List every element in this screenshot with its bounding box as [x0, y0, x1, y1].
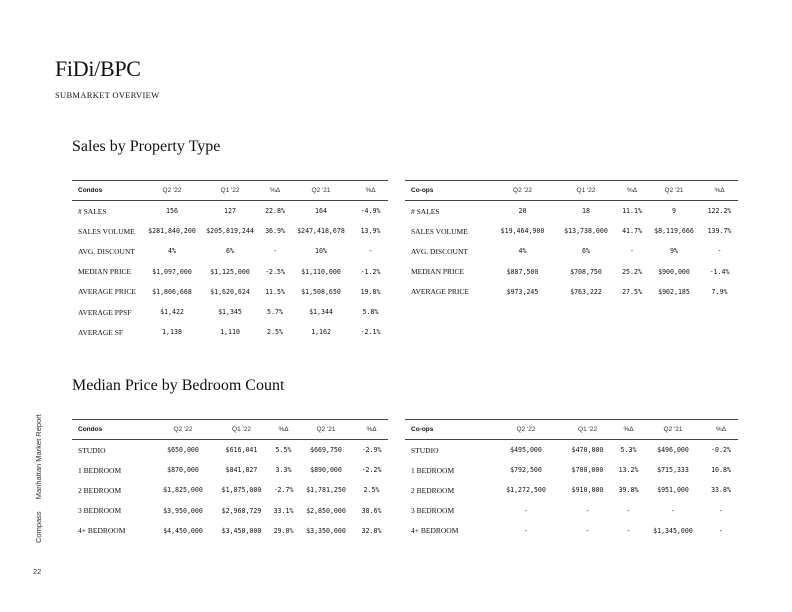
table-row	[72, 201, 388, 222]
table-cell: 10%	[315, 247, 327, 256]
column-header: %Δ	[270, 420, 297, 440]
table-cell: -	[368, 247, 373, 256]
column-header: Condos	[72, 420, 153, 440]
table-cell: -	[671, 506, 675, 515]
column-header: %Δ	[615, 420, 642, 440]
table-cell: -	[630, 247, 634, 256]
table-cell: $2,968,729	[221, 506, 262, 515]
bedroom-condos-table	[72, 419, 388, 541]
table-cell: $700,000	[571, 466, 604, 475]
table-cell: 5.3%	[620, 446, 637, 455]
row-label: 1 BEDROOM	[411, 465, 455, 475]
row-label: AVG. DISCOUNT	[411, 246, 468, 256]
table-cell: $3,950,000	[163, 506, 203, 515]
table-cell: -	[273, 247, 277, 256]
table-cell: -2.2%	[361, 466, 382, 475]
column-header: Q1 '22	[560, 420, 615, 440]
table-cell: 36.9%	[265, 227, 285, 236]
table-cell: $281,840,200	[148, 227, 196, 236]
column-header: Q1 '22	[213, 420, 270, 440]
table-row	[405, 282, 738, 302]
row-label: # SALES	[78, 206, 107, 216]
table-cell: -	[524, 506, 528, 515]
sales-section-heading: Sales by Property Type	[72, 138, 221, 155]
column-header: %Δ	[355, 420, 388, 440]
table-cell: $1,272,500	[506, 486, 546, 495]
table-cell: 127	[224, 207, 236, 216]
table-cell: 156	[166, 207, 178, 216]
table-row	[405, 521, 738, 541]
table-cell: $973,245	[506, 287, 539, 296]
column-header: %Δ	[353, 181, 388, 201]
table-cell: -	[585, 506, 590, 515]
table-cell: 33.1%	[273, 506, 294, 515]
row-label: STUDIO	[411, 445, 439, 455]
table-row	[72, 302, 388, 322]
sales-condos-table	[72, 180, 388, 342]
table-row	[72, 241, 388, 261]
table-cell: -2.5%	[265, 267, 285, 276]
table-cell: $951,000	[657, 486, 689, 495]
table-cell: 32.8%	[361, 526, 382, 535]
table-cell: $902,185	[658, 287, 690, 296]
table-cell: $870,000	[167, 466, 199, 475]
table-cell: 5.7%	[267, 308, 283, 317]
table-header-row	[72, 181, 388, 201]
table-cell: $4,450,000	[163, 526, 203, 535]
table-row	[72, 460, 388, 480]
table-cell: $890,000	[310, 466, 342, 475]
row-label: STUDIO	[78, 445, 106, 455]
table-row	[72, 440, 388, 461]
table-cell: $1,345,000	[653, 526, 693, 535]
column-header: Co-ops	[405, 181, 490, 201]
row-label: AVERAGE PRICE	[78, 287, 136, 297]
column-header: Condos	[72, 181, 145, 201]
row-label: 2 BEDROOM	[78, 485, 122, 495]
table-row	[405, 460, 738, 480]
table-cell: 1,138	[162, 328, 182, 337]
page-title: FiDi/BPC	[55, 56, 141, 81]
table-cell: $13,738,000	[564, 227, 608, 236]
row-label: # SALES	[411, 206, 440, 216]
column-header: Q1 '22	[555, 181, 617, 201]
row-label: AVERAGE SF	[78, 327, 124, 337]
column-header: Q2 '22	[492, 420, 560, 440]
table-cell: -	[524, 526, 528, 535]
table-cell: 41.7%	[622, 227, 642, 236]
table-cell: $8,119,666	[654, 227, 694, 236]
table-cell: $616,041	[225, 446, 258, 455]
row-label: 4+ BEDROOM	[411, 526, 459, 536]
column-header: Q2 '22	[153, 420, 213, 440]
table-cell: $910,000	[571, 486, 604, 495]
table-cell: $247,418,678	[297, 227, 345, 236]
table-cell: $650,000	[167, 446, 199, 455]
table-cell: 5.8%	[362, 308, 379, 317]
table-cell: 25.2%	[622, 267, 642, 276]
column-header: Co-ops	[405, 420, 492, 440]
table-cell: $1,620,624	[210, 287, 250, 296]
table-cell: -1.4%	[709, 267, 730, 276]
table-cell: 20	[518, 207, 527, 216]
table-cell: $1,125,000	[210, 267, 250, 276]
table-cell: $1,097,000	[152, 267, 192, 276]
table-cell: $2,850,000	[306, 506, 346, 515]
table-row	[72, 221, 388, 241]
table-cell: 39.8%	[618, 486, 639, 495]
bedroom-section-heading: Median Price by Bedroom Count	[72, 377, 285, 394]
table-cell: 9	[672, 207, 676, 216]
table-cell: 11.1%	[622, 207, 642, 216]
table-header-row	[72, 420, 388, 440]
page-number: 22	[33, 567, 42, 576]
column-header: %Δ	[701, 181, 738, 201]
table-cell: $1,422	[160, 308, 184, 317]
row-label: 1 BEDROOM	[78, 465, 122, 475]
table-cell: $496,000	[657, 446, 689, 455]
row-label: AVG. DISCOUNT	[78, 246, 135, 256]
table-cell: 122.2%	[707, 207, 732, 216]
table-cell: $887,500	[506, 267, 539, 276]
table-cell: 164	[315, 207, 327, 216]
table-cell: 6%	[582, 247, 590, 256]
table-header-row	[405, 181, 738, 201]
table-cell: -1.2%	[360, 267, 381, 276]
table-cell: -	[585, 526, 590, 535]
bedroom-coops-table	[405, 419, 738, 541]
page-subtitle: SUBMARKET OVERVIEW	[55, 90, 160, 100]
table-cell: -	[626, 526, 631, 535]
table-cell: $669,750	[310, 446, 342, 455]
table-row	[72, 521, 388, 541]
table-cell: $900,000	[658, 267, 690, 276]
table-cell: $708,750	[570, 267, 602, 276]
table-cell: $763,222	[570, 287, 602, 296]
table-cell: -	[719, 526, 723, 535]
table-row	[405, 241, 738, 261]
table-cell: $205,819,244	[206, 227, 254, 236]
table-cell: 33.8%	[711, 486, 731, 495]
table-row	[72, 262, 388, 282]
table-cell: 1,110	[220, 328, 240, 337]
table-cell: $3,350,000	[306, 526, 346, 535]
table-cell: -	[717, 247, 722, 256]
table-cell: $495,000	[510, 446, 542, 455]
row-label: MEDIAN PRICE	[411, 267, 465, 277]
row-label: SALES VOLUME	[411, 226, 468, 236]
table-cell: -2.1%	[360, 328, 381, 337]
row-label: 3 BEDROOM	[411, 506, 455, 516]
row-label: 3 BEDROOM	[78, 506, 122, 516]
table-cell: 4%	[518, 247, 527, 256]
sales-coops-table	[405, 180, 738, 302]
table-header-row	[405, 420, 738, 440]
table-cell: 9%	[670, 247, 678, 256]
table-cell: $1,875,000	[221, 486, 262, 495]
table-cell: 19.8%	[360, 287, 381, 296]
side-footer	[34, 404, 43, 543]
row-label: 4+ BEDROOM	[78, 526, 126, 536]
table-cell: $3,450,000	[221, 526, 262, 535]
column-header: Q2 '21	[289, 181, 353, 201]
table-cell: 7.9%	[711, 287, 728, 296]
column-header: Q2 '22	[145, 181, 199, 201]
table-cell: 18	[582, 207, 590, 216]
report-name: Manhattan Market Report	[34, 414, 43, 500]
table-cell: 3.3%	[275, 466, 292, 475]
table-cell: 27.5%	[622, 287, 642, 296]
table-cell: 13.2%	[618, 466, 639, 475]
table-cell: -4.9%	[360, 207, 381, 216]
column-header: Q2 '21	[647, 181, 701, 201]
table-row	[72, 501, 388, 521]
table-cell: 2.5%	[267, 328, 283, 337]
table-row	[405, 440, 738, 461]
table-cell: 13.9%	[360, 227, 381, 236]
table-cell: -2.9%	[361, 446, 382, 455]
table-cell: $1,825,000	[163, 486, 203, 495]
table-row	[72, 480, 388, 500]
table-row	[72, 322, 388, 342]
table-row	[405, 262, 738, 282]
table-row	[405, 480, 738, 500]
column-header: Q2 '21	[297, 420, 355, 440]
table-cell: 4%	[168, 247, 176, 256]
table-cell: $1,781,250	[306, 486, 346, 495]
table-cell: 5.5%	[275, 446, 292, 455]
table-cell: $841,827	[225, 466, 258, 475]
row-label: 2 BEDROOM	[411, 485, 455, 495]
table-cell: $1,345	[218, 308, 242, 317]
row-label: AVERAGE PPSF	[78, 307, 132, 317]
table-cell: $1,806,668	[152, 287, 192, 296]
column-header: %Δ	[617, 181, 647, 201]
row-label: MEDIAN PRICE	[78, 267, 132, 277]
table-cell: $715,333	[657, 466, 689, 475]
table-cell: 11.5%	[265, 287, 285, 296]
table-cell: 6%	[226, 247, 234, 256]
table-row	[405, 501, 738, 521]
table-cell: 10.8%	[711, 466, 731, 475]
table-cell: 2.5%	[363, 486, 380, 495]
table-cell: -	[719, 506, 723, 515]
table-cell: $1,344	[309, 308, 333, 317]
table-cell: $19,464,900	[500, 227, 545, 236]
column-header: Q1 '22	[199, 181, 261, 201]
column-header: Q2 '21	[642, 420, 704, 440]
table-cell: -0.2%	[711, 446, 731, 455]
table-cell: 1,162	[311, 328, 331, 337]
table-cell: 22.8%	[265, 207, 285, 216]
column-header: %Δ	[261, 181, 289, 201]
table-cell: $792,500	[510, 466, 542, 475]
column-header: Q2 '22	[490, 181, 555, 201]
table-cell: $1,508,650	[301, 287, 341, 296]
row-label: SALES VOLUME	[78, 226, 135, 236]
table-row	[72, 282, 388, 302]
table-cell: -	[626, 506, 631, 515]
table-cell: $470,000	[571, 446, 604, 455]
row-label: AVERAGE PRICE	[411, 287, 469, 297]
table-row	[405, 221, 738, 241]
table-row	[405, 201, 738, 222]
table-cell: $1,110,000	[301, 267, 341, 276]
table-cell: 139.7%	[707, 227, 732, 236]
column-header: %Δ	[704, 420, 738, 440]
table-cell: -2.7%	[273, 486, 294, 495]
table-cell: 29.0%	[273, 526, 294, 535]
brand-name: Compass	[34, 511, 43, 543]
table-cell: 38.6%	[361, 506, 382, 515]
